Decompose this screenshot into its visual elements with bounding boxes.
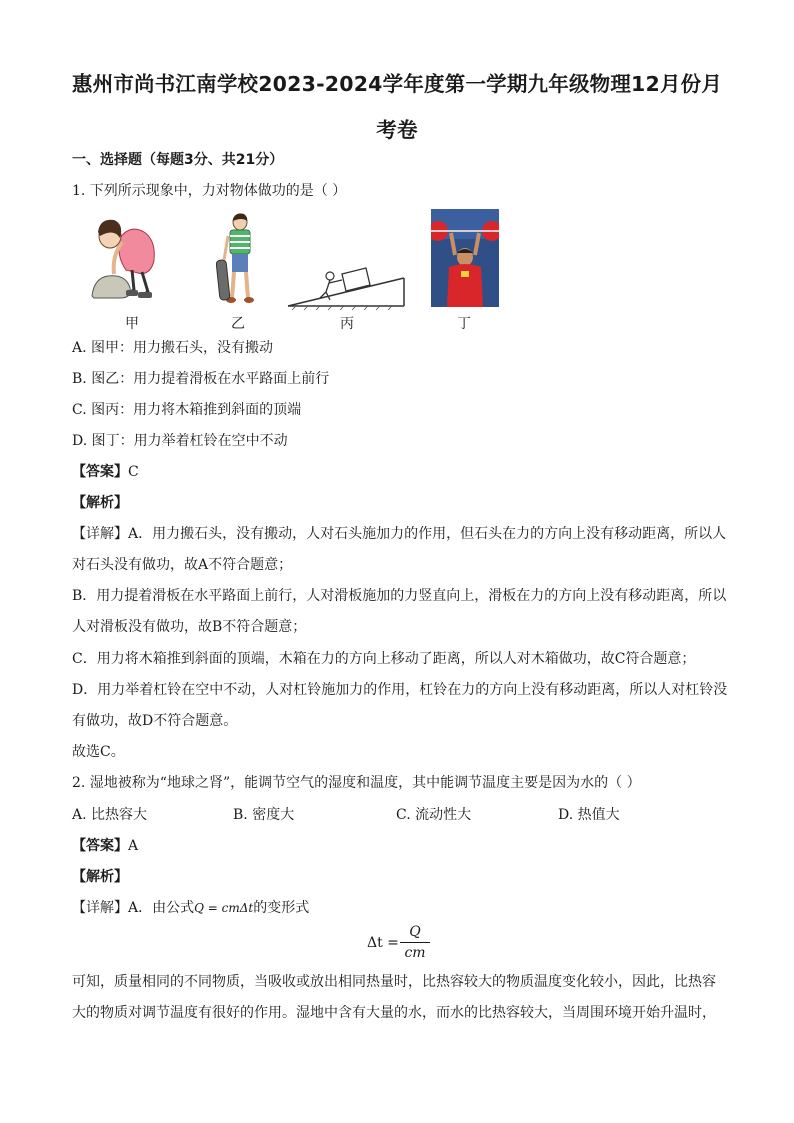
inline-formula: Q = cmΔt: [194, 901, 254, 915]
figure-yi-carrying-skateboard: [216, 212, 260, 308]
exam-title-line1: 惠州市尚书江南学校2023-2024学年度第一学期九年级物理12月份月: [71, 72, 723, 96]
fraction-bar: [400, 942, 430, 943]
answer-value: A: [128, 838, 139, 854]
figure-ding-weightlifter: [431, 209, 499, 307]
figure-jia-lifting-rock: [86, 212, 168, 302]
q1-detail-line: 对石头没有做功，故A不符合题意；: [72, 557, 293, 573]
answer-label: 【答案】: [72, 838, 128, 854]
q2-option-d: D. 热值大: [558, 807, 620, 823]
section-heading: 一、选择题（每题3分、共21分）: [72, 152, 284, 168]
q2-option-c: C. 流动性大: [396, 807, 472, 823]
q1-conclusion: 故选C。: [72, 744, 125, 760]
q2-answer: [72, 836, 732, 856]
q2-detail-line: [72, 898, 732, 918]
q2-stem: 2. 湿地被称为“地球之肾”，能调节空气的湿度和温度，其中能调节温度主要是因为水的（ ）: [72, 775, 641, 791]
q1-detail-line: D．用力举着杠铃在空中不动，人对杠铃施加力的作用，杠铃在力的方向上没有移动距离，所以人对杠铃没: [72, 682, 728, 698]
answer-value: C: [128, 464, 139, 480]
q1-option-b: B. 图乙：用力提着滑板在水平路面上前行: [72, 371, 330, 387]
formula-numerator: Q: [409, 924, 421, 940]
q1-detail-line: C．用力将木箱推到斜面的顶端，木箱在力的方向上移动了距离，所以人对木箱做功，故C符合题意；: [72, 651, 696, 667]
formula-fraction: [400, 924, 430, 961]
caption-bing: 丙: [340, 316, 354, 332]
exam-title-line2: 考卷: [376, 118, 418, 142]
q1-stem: 1. 下列所示现象中，力对物体做功的是（ ）: [72, 183, 347, 199]
q1-detail-line: 有做功，故D不符合题意。: [72, 713, 238, 729]
q1-detail-line: 【详解】A．用力搬石头，没有搬动，人对石头施加力的作用，但石头在力的方向上没有移动距离，所以人: [72, 526, 727, 542]
caption-jia: 甲: [125, 316, 139, 332]
formula-denominator: cm: [404, 945, 426, 961]
q1-answer: [72, 462, 732, 482]
q1-detail-line: B．用力提着滑板在水平路面上前行，人对滑板施加的力竖直向上，滑板在力的方向上没有移动距离，所以: [72, 588, 727, 604]
caption-yi: 乙: [231, 316, 245, 332]
caption-ding: 丁: [457, 316, 471, 332]
q2-after-line: 可知，质量相同的不同物质，当吸收或放出相同热量时，比热容较大的物质温度变化较小，因此，比热容: [72, 974, 716, 990]
q2-after-line: 大的物质对调节温度有很好的作用。湿地中含有大量的水，而水的比热容较大，当周围环境开始升温时，: [72, 1005, 716, 1021]
q2-options: [72, 805, 732, 825]
q1-analysis-label: 【解析】: [72, 495, 128, 511]
formula-lhs: Δt =: [367, 935, 399, 951]
answer-label: 【答案】: [72, 464, 128, 480]
display-formula: [367, 924, 437, 964]
q1-option-d: D. 图丁：用力举着杠铃在空中不动: [72, 433, 288, 449]
q2-detail-prefix: 【详解】A．由公式: [72, 900, 195, 916]
q2-analysis-label: 【解析】: [72, 869, 128, 885]
q1-detail-line: 人对滑板没有做功，故B不符合题意；: [72, 619, 307, 635]
q2-detail-suffix: 的变形式: [253, 900, 310, 916]
q1-option-a: A. 图甲：用力搬石头，没有搬动: [72, 340, 274, 356]
q2-option-b: B. 密度大: [233, 807, 295, 823]
q1-option-c: C. 图丙：用力将木箱推到斜面的顶端: [72, 402, 302, 418]
q2-option-a: A. 比热容大: [72, 807, 148, 823]
figure-bing-pushing-box: [286, 258, 406, 310]
